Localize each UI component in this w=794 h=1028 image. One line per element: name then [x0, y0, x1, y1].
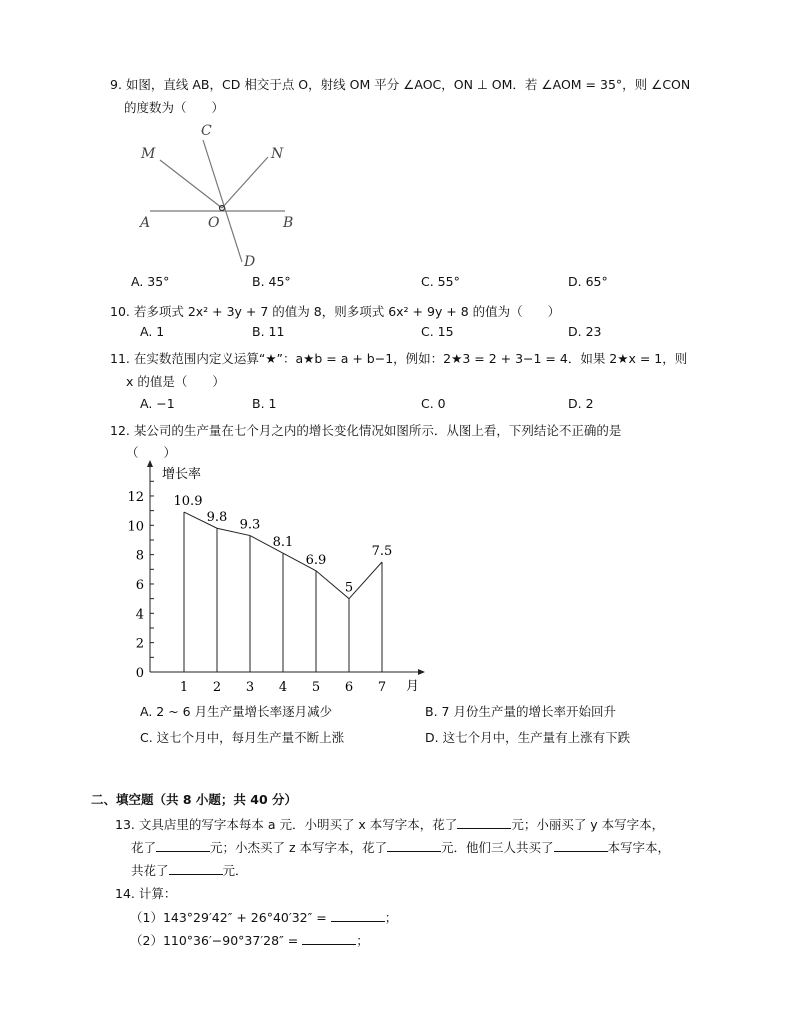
- y-tick-label: 6: [135, 577, 144, 593]
- data-label: 7.5: [371, 543, 393, 559]
- q13-line-2: [131, 838, 670, 856]
- q10-option-a: A. 1: [140, 324, 165, 339]
- q12-option-a: A. 2 ~ 6 月生产量增长率逐月减少: [140, 704, 333, 719]
- data-label: 9.8: [206, 510, 228, 526]
- answer-blank[interactable]: [302, 933, 356, 945]
- q10-option-d: D. 23: [568, 324, 602, 339]
- q13-text: 13. 文具店里的写字本每本 a 元．小明买了 x 本写字本，花了: [115, 817, 458, 832]
- q13-text: 花了: [131, 840, 157, 855]
- q9-option-c: C. 55°: [421, 274, 460, 289]
- label-m: M: [141, 146, 156, 162]
- answer-blank[interactable]: [156, 840, 210, 852]
- q10-option-c: C. 15: [421, 324, 454, 339]
- q13-text: 本写字本，: [607, 840, 671, 855]
- data-label: 6.9: [305, 552, 327, 568]
- q13-line-1: [115, 815, 664, 833]
- x-tick-label: 3: [245, 680, 255, 695]
- semicolon: ；: [356, 933, 369, 948]
- q12-option-c: C. 这七个月中，每月生产量不断上涨: [140, 730, 345, 745]
- label-a: A: [140, 215, 151, 231]
- data-label: 10.9: [173, 494, 203, 510]
- q11-option-d: D. 2: [568, 396, 594, 411]
- q12-option-b: B. 7 月份生产量的增长率开始回升: [425, 704, 616, 719]
- q11-option-b: B. 1: [252, 396, 277, 411]
- label-d: D: [244, 254, 256, 270]
- answer-blank[interactable]: [331, 910, 385, 922]
- label-b: B: [283, 215, 294, 231]
- q14-part-2: [130, 931, 369, 949]
- q13-line-3: [131, 861, 248, 879]
- label-c: C: [201, 123, 212, 139]
- q9-option-d: D. 65°: [568, 274, 608, 289]
- q13-text: 元．: [222, 863, 248, 878]
- q14-part-1: [130, 908, 397, 926]
- y-tick-label: 2: [135, 636, 144, 652]
- q11-stem-2: x 的值是（ ）: [126, 374, 225, 389]
- answer-blank[interactable]: [387, 840, 441, 852]
- q13-text: 元；小丽买了 y 本写字本，: [511, 817, 665, 832]
- answer-blank[interactable]: [457, 817, 511, 829]
- y-tick-label: 4: [135, 607, 144, 623]
- y-tick-label: 12: [127, 489, 144, 505]
- x-axis-arrow: [418, 669, 425, 675]
- x-tick-label: 4: [278, 680, 288, 695]
- y-tick-label: 8: [135, 548, 144, 564]
- q11-option-c: C. 0: [421, 396, 446, 411]
- answer-blank[interactable]: [554, 840, 608, 852]
- data-label: 5: [344, 580, 354, 596]
- x-tick-label: 1: [179, 680, 189, 695]
- x-tick-label: 6: [344, 680, 354, 695]
- q13-text: 元．他们三人共买了: [441, 840, 554, 855]
- semicolon: ；: [384, 910, 398, 925]
- q10-option-b: B. 11: [252, 324, 285, 339]
- x-tick-label: 5: [311, 680, 321, 695]
- q9-stem-2: 的度数为（ ）: [124, 100, 225, 115]
- q12-stem-2: （ ）: [126, 445, 177, 460]
- q11-stem: 11. 在实数范围内定义运算“★”：a★b = a + b−1，例如：2★3 = 2 + 3−1 = 4．如果 2★x = 1，则: [110, 351, 688, 366]
- q13-text: 元；小杰买了 z 本写字本，花了: [210, 840, 388, 855]
- data-label: 9.3: [239, 517, 261, 533]
- y-tick-label: 0: [135, 666, 144, 681]
- label-o: O: [208, 215, 220, 231]
- data-label: 8.1: [272, 535, 294, 551]
- q14-expr-2: （2）110°36′−90°37′28″ =: [130, 933, 299, 948]
- q9-option-a: A. 35°: [131, 274, 170, 289]
- q12-stem: 12. 某公司的生产量在七个月之内的增长变化情况如图所示．从图上看，下列结论不正确的是: [110, 423, 622, 438]
- y-tick-label: 10: [127, 519, 144, 535]
- label-n: N: [271, 146, 284, 162]
- q9-stem: 9. 如图，直线 AB，CD 相交于点 O，射线 OM 平分 ∠AOC，ON ⊥ OM．若 ∠AOM = 35°，则 ∠CON: [110, 77, 691, 92]
- q9-option-b: B. 45°: [252, 274, 291, 289]
- q11-option-a: A. −1: [140, 396, 175, 411]
- q14-stem: 14. 计算：: [115, 886, 177, 901]
- q12-option-d: D. 这七个月中，生产量有上涨有下跌: [425, 730, 631, 745]
- q13-text: 共花了: [131, 863, 169, 878]
- x-tick-label: 7: [377, 680, 387, 695]
- y-axis-arrow: [147, 460, 153, 467]
- q10-stem: 10. 若多项式 2x² + 3y + 7 的值为 8，则多项式 6x² + 9y + 8 的值为（ ）: [110, 304, 561, 319]
- q14-expr-1: （1）143°29′42″ + 26°40′32″ =: [130, 910, 327, 925]
- section-title: 二、填空题（共 8 小题；共 40 分）: [91, 792, 298, 807]
- x-axis-label: 月: [406, 679, 420, 694]
- answer-blank[interactable]: [169, 863, 223, 875]
- y-axis-label: 增长率: [162, 467, 202, 482]
- x-tick-label: 2: [212, 680, 222, 695]
